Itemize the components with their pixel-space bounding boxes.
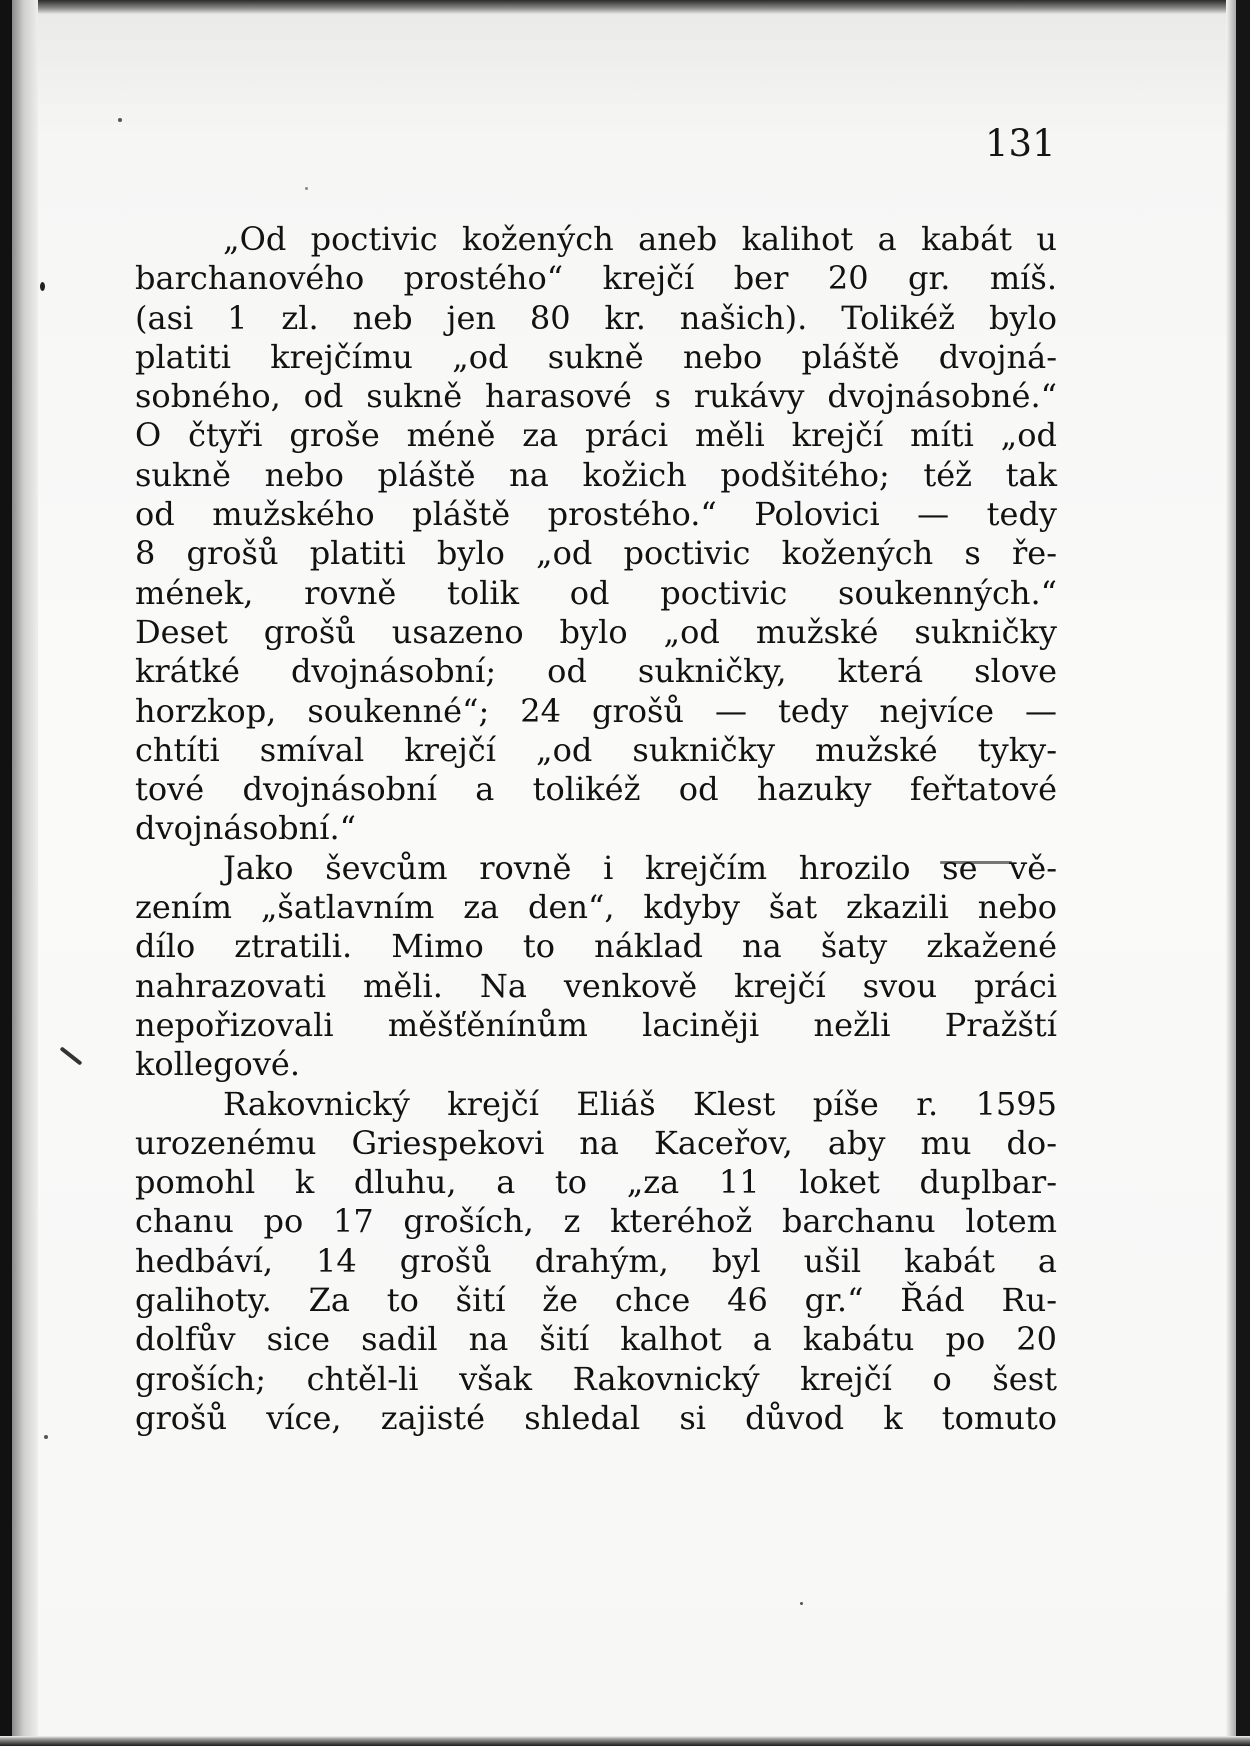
page-right-border: [1236, 0, 1250, 1746]
text-line: (asi 1 zl. neb jen 80 kr. našich). Tolikéž bylo: [135, 298, 1057, 337]
text-line: chtíti smíval krejčí „od sukničky mužské tyky-: [135, 730, 1057, 769]
scan-speck: [60, 1046, 83, 1065]
text-line: O čtyři groše méně za práci měli krejčí míti „od: [135, 416, 1057, 455]
text-line: kollegové.: [135, 1045, 300, 1084]
text-line: krátké dvojnásobní; od sukničky, která slove: [135, 652, 1057, 691]
scan-speck: [44, 1435, 48, 1439]
page-binding-shadow: [12, 0, 38, 1746]
text-line: platiti krejčímu „od sukně nebo pláště dvojná-: [135, 337, 1057, 376]
scan-speck: [40, 282, 45, 291]
page-top-edge: [0, 0, 1250, 14]
text-line: hedbáví, 14 grošů drahým, byl ušil kabát a: [135, 1241, 1057, 1280]
text-line: sukně nebo pláště na kožich podšitého; též tak: [135, 455, 1057, 494]
body-text: [135, 220, 1057, 1438]
text-line: urozenému Griespekovi na Kaceřov, aby mu do-: [135, 1123, 1057, 1162]
text-line: nahrazovati měli. Na venkově krejčí svou práci: [135, 966, 1057, 1005]
text-line: mének, rovně tolik od poctivic soukenných.“: [135, 573, 1057, 612]
text-line: barchanového prostého“ krejčí ber 20 gr. míš.: [135, 259, 1057, 298]
text-line: tové dvojnásobní a tolikéž od hazuky feřtatové: [135, 770, 1057, 809]
text-line: 8 grošů platiti bylo „od poctivic kožených s ře-: [135, 534, 1057, 573]
text-line: Jako ševcům rovně i krejčím hrozilo se vě-: [223, 848, 1057, 887]
scan-speck: [800, 1602, 803, 1605]
text-line: galihoty. Za to šití že chce 46 gr.“ Řád Ru-: [135, 1281, 1057, 1320]
page-left-border: [0, 0, 12, 1746]
page-number: 131: [985, 122, 1056, 165]
text-line: dvojnásobní.“: [135, 809, 356, 848]
text-line: chanu po 17 groších, z kteréhož barchanu lotem: [135, 1202, 1057, 1241]
text-line: nepořizovali měšťěnínům laciněji nežli Pražští: [135, 1005, 1057, 1044]
text-line: Rakovnický krejčí Eliáš Klest píše r. 1595: [223, 1084, 1057, 1123]
text-line: od mužského pláště prostého.“ Polovici — tedy: [135, 495, 1057, 534]
text-line: dílo ztratili. Mimo to náklad na šaty zkažené: [135, 927, 1057, 966]
scan-speck: [305, 187, 308, 190]
page-bottom-edge: [0, 1736, 1250, 1746]
text-line: grošů více, zajisté shledal si důvod k tomuto: [135, 1398, 1057, 1437]
text-line: zením „šatlavním za den“, kdyby šat zkazili nebo: [135, 888, 1057, 927]
scan-speck: [118, 118, 122, 122]
text-line: sobného, od sukně harasové s rukávy dvojnásobné.“: [135, 377, 1057, 416]
text-line: pomohl k dluhu, a to „za 11 loket duplbar-: [135, 1163, 1057, 1202]
text-line: Deset grošů usazeno bylo „od mužské sukničky: [135, 612, 1057, 651]
text-line: horzkop, soukenné“; 24 grošů — tedy nejvíce —: [135, 691, 1057, 730]
text-line: groších; chtěl-li však Rakovnický krejčí o šest: [135, 1359, 1057, 1398]
text-line: „Od poctivic kožených aneb kalihot a kabát u: [223, 220, 1057, 258]
page-right-shadow: [1226, 0, 1236, 1746]
text-line: dolfův sice sadil na šití kalhot a kabátu po 20: [135, 1320, 1057, 1359]
